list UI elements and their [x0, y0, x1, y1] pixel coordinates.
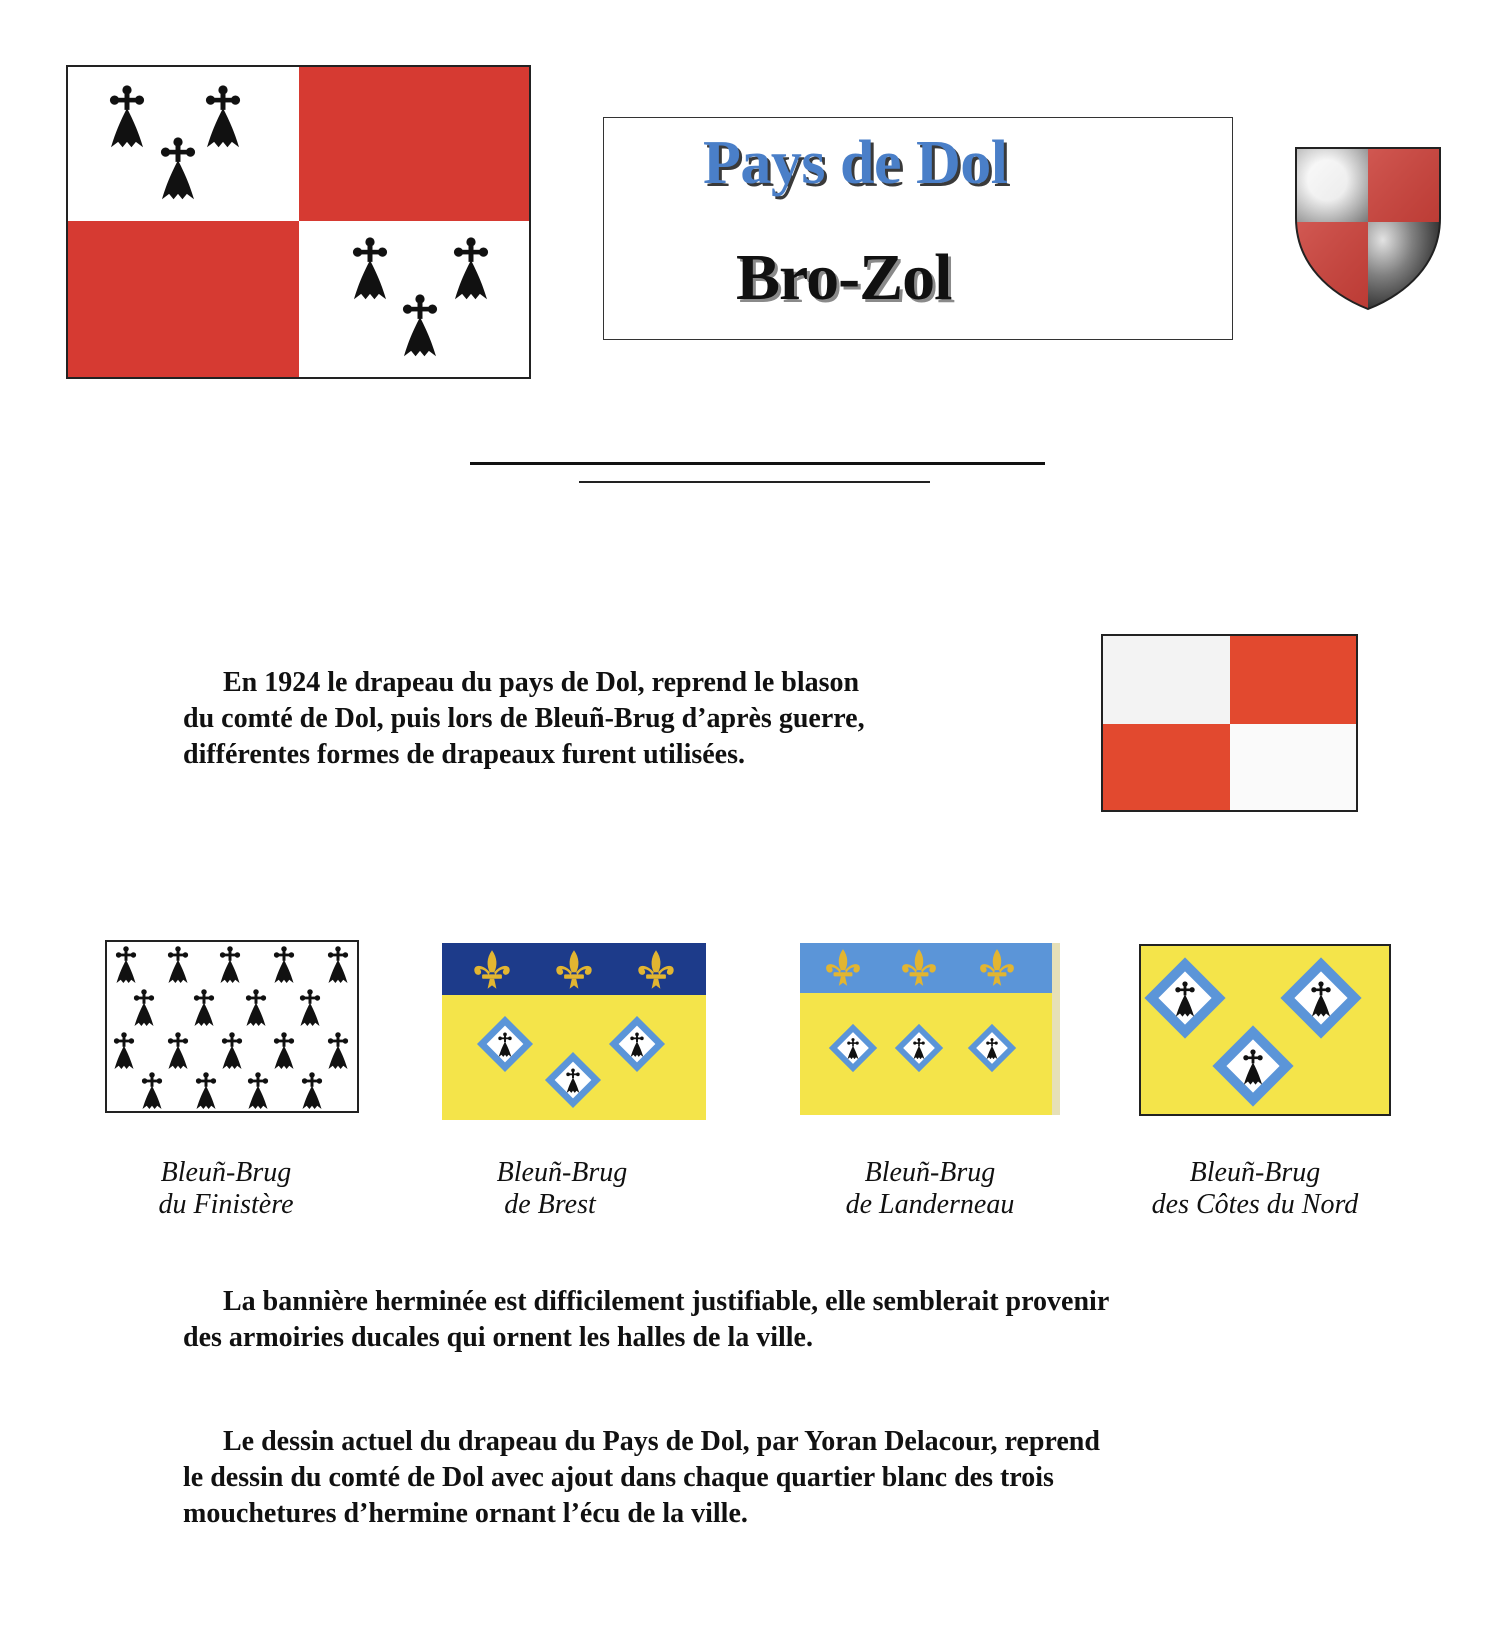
caption-line: Bleuñ-Brug — [496, 1157, 628, 1188]
page-subtitle-breton: Bro-Zol — [736, 241, 952, 314]
flag-caption — [146, 1157, 306, 1221]
caption-line: Bleuñ-Brug — [864, 1157, 996, 1188]
ermine-banner-paragraph — [183, 1284, 1109, 1356]
flag-caption — [482, 1157, 642, 1221]
flag-brest — [442, 943, 706, 1120]
flag-finistere — [105, 940, 359, 1113]
caption-line: du Finistère — [158, 1189, 294, 1220]
paragraph-line: Le dessin actuel du drapeau du Pays de Dol, par Yoran Delacour, reprend — [223, 1426, 1100, 1457]
caption-line: de Brest — [504, 1189, 596, 1220]
caption-line: Bleuñ-Brug — [1189, 1157, 1321, 1188]
paragraph-line: du comté de Dol, puis lors de Bleuñ-Brug d’après guerre, — [183, 703, 865, 734]
paragraph-line: le dessin du comté de Dol avec ajout dans chaque quartier blanc des trois — [183, 1462, 1054, 1493]
caption-line: des Côtes du Nord — [1151, 1189, 1359, 1220]
flag-caption — [830, 1157, 1030, 1221]
paragraph-line: En 1924 le drapeau du pays de Dol, reprend le blason — [223, 667, 860, 698]
divider-rule — [579, 481, 930, 483]
flag-landerneau — [800, 943, 1060, 1115]
flag-red-quarter — [67, 221, 299, 378]
flag-caption — [1140, 1157, 1370, 1221]
paragraph-line: différentes formes de drapeaux furent utilisées. — [183, 739, 745, 770]
flag-cotes-du-nord — [1139, 944, 1391, 1116]
flag-red-quarter — [299, 66, 530, 221]
dol-flag-1924 — [1101, 634, 1358, 812]
paragraph-line: mouchetures d’hermine ornant l’écu de la ville. — [183, 1498, 748, 1529]
caption-line: de Landerneau — [845, 1189, 1015, 1220]
dol-flag-main — [66, 65, 531, 379]
paragraph-line: La bannière herminée est difficilement justifiable, elle semblerait provenir — [223, 1286, 1110, 1317]
caption-line: Bleuñ-Brug — [160, 1157, 292, 1188]
current-design-paragraph — [183, 1424, 1100, 1532]
page-title: Pays de Dol — [703, 129, 1008, 197]
divider-rule — [470, 462, 1045, 465]
paragraph-line: des armoiries ducales qui ornent les halles de la ville. — [183, 1322, 813, 1353]
intro-paragraph — [183, 665, 865, 773]
coat-of-arms-shield — [1294, 146, 1442, 311]
